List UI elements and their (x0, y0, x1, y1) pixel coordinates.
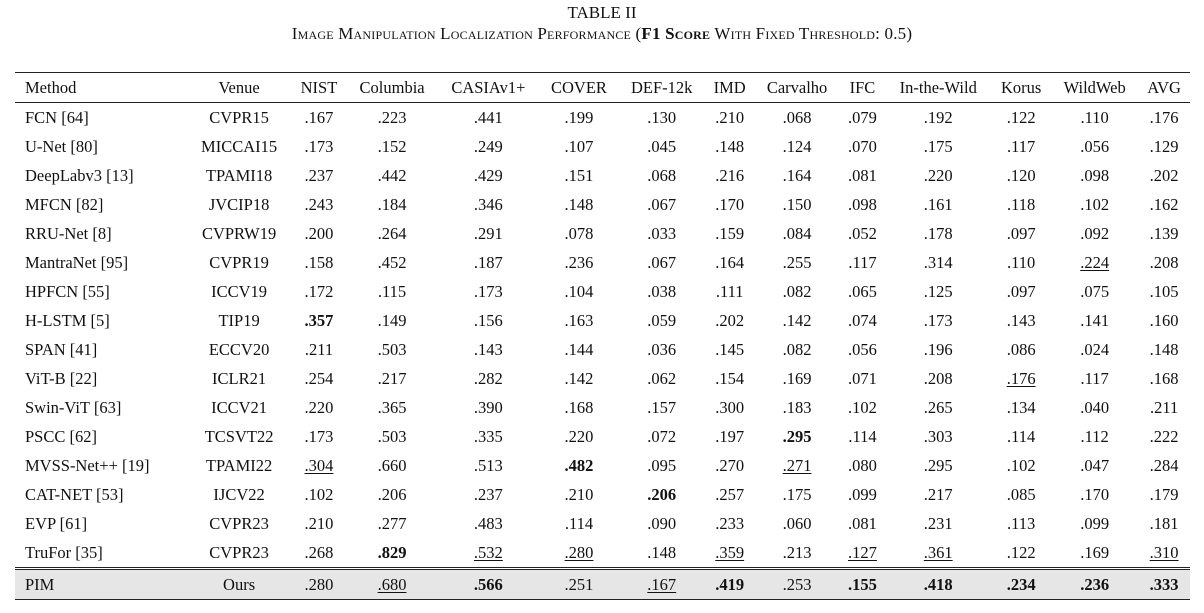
method-cell: MVSS-Net++ [19] (25, 455, 150, 475)
venue-cell: IJCV22 (213, 484, 265, 504)
value-cell: .122 (1006, 542, 1036, 562)
value-cell: .206 (647, 484, 677, 504)
value-cell: .102 (1080, 194, 1110, 214)
value-cell: .231 (923, 513, 953, 533)
value-cell: .113 (1007, 513, 1036, 533)
value-cell: .036 (647, 339, 677, 359)
value-cell: .114 (564, 513, 594, 533)
column-header: IMD (713, 77, 746, 97)
venue-cell: TPAMI18 (205, 165, 273, 185)
value-cell: .130 (647, 107, 677, 127)
value-cell: .148 (564, 194, 594, 214)
method-cell: PIM (25, 574, 55, 594)
value-cell: .068 (647, 165, 677, 185)
column-header: CASIAv1+ (451, 77, 526, 97)
venue-cell: JVCIP18 (208, 194, 270, 214)
value-cell: .277 (377, 513, 407, 533)
value-cell: .102 (304, 484, 334, 504)
column-header: IFC (849, 77, 876, 97)
value-cell: .483 (473, 513, 503, 533)
value-cell: .052 (848, 223, 877, 243)
value-cell: .104 (564, 281, 594, 301)
value-cell: .115 (377, 281, 407, 301)
value-cell: .160 (1149, 310, 1179, 330)
value-cell: .390 (473, 397, 503, 417)
value-cell: .065 (848, 281, 877, 301)
value-cell: .129 (1149, 136, 1179, 156)
value-cell: .082 (782, 339, 812, 359)
value-cell: .107 (564, 136, 594, 156)
value-cell: .142 (782, 310, 812, 330)
value-cell: .145 (715, 339, 745, 359)
value-cell: .098 (1080, 165, 1110, 185)
value-cell: .124 (782, 136, 812, 156)
value-cell: .056 (848, 339, 877, 359)
value-cell: .175 (923, 136, 953, 156)
value-cell: .220 (304, 397, 334, 417)
value-cell: .532 (473, 542, 503, 562)
value-cell: .164 (782, 165, 812, 185)
value-cell: .192 (923, 107, 953, 127)
value-cell: .202 (715, 310, 745, 330)
value-cell: .217 (923, 484, 953, 504)
venue-cell: CVPR23 (209, 542, 269, 562)
value-cell: .310 (1149, 542, 1179, 562)
value-cell: .059 (647, 310, 677, 330)
value-cell: .216 (715, 165, 745, 185)
value-cell: .074 (848, 310, 877, 330)
value-cell: .169 (782, 368, 812, 388)
value-cell: .173 (473, 281, 503, 301)
value-cell: .173 (304, 136, 334, 156)
method-cell: HPFCN [55] (25, 281, 110, 301)
value-cell: .196 (923, 339, 953, 359)
method-cell: CAT-NET [53] (25, 484, 124, 504)
value-cell: .206 (377, 484, 407, 504)
value-cell: .503 (377, 339, 407, 359)
value-cell: .429 (473, 165, 503, 185)
value-cell: .084 (782, 223, 812, 243)
value-cell: .168 (1149, 368, 1179, 388)
value-cell: .270 (715, 455, 745, 475)
value-cell: .060 (782, 513, 812, 533)
venue-cell: CVPR23 (209, 513, 269, 533)
method-cell: RRU-Net [8] (25, 223, 112, 243)
value-cell: .179 (1149, 484, 1179, 504)
value-cell: .175 (782, 484, 812, 504)
value-cell: .303 (923, 426, 953, 446)
value-cell: .102 (1006, 455, 1036, 475)
value-cell: .255 (782, 252, 812, 272)
value-cell: .249 (473, 136, 503, 156)
value-cell: .038 (647, 281, 677, 301)
value-cell: .187 (473, 252, 503, 272)
value-cell: .168 (564, 397, 594, 417)
value-cell: .149 (377, 310, 407, 330)
value-cell: .829 (377, 542, 407, 562)
venue-cell: TIP19 (218, 310, 260, 330)
value-cell: .033 (647, 223, 677, 243)
column-header: NIST (300, 77, 338, 97)
method-cell: H-LSTM [5] (25, 310, 110, 330)
value-cell: .284 (1149, 455, 1179, 475)
value-cell: .482 (564, 455, 594, 475)
venue-cell: ICCV19 (211, 281, 268, 301)
value-cell: .163 (564, 310, 594, 330)
value-cell: .102 (848, 397, 877, 417)
value-cell: .210 (304, 513, 334, 533)
method-cell: FCN [64] (25, 107, 89, 127)
value-cell: .233 (715, 513, 745, 533)
table-row (15, 364, 1190, 393)
value-cell: .243 (304, 194, 334, 214)
method-cell: DeepLabv3 [13] (25, 165, 134, 185)
value-cell: .236 (1080, 574, 1110, 594)
value-cell: .070 (848, 136, 877, 156)
value-cell: .346 (473, 194, 503, 214)
value-cell: .208 (923, 368, 953, 388)
value-cell: .217 (377, 368, 407, 388)
value-cell: .197 (715, 426, 745, 446)
value-cell: .158 (304, 252, 334, 272)
value-cell: .159 (715, 223, 745, 243)
column-header: Method (25, 77, 77, 97)
value-cell: .062 (647, 368, 677, 388)
value-cell: .118 (1007, 194, 1036, 214)
venue-cell: MICCAI15 (201, 136, 278, 156)
method-cell: MantraNet [95] (25, 252, 129, 272)
value-cell: .176 (1149, 107, 1179, 127)
table-label: TABLE II (567, 3, 637, 22)
value-cell: .513 (473, 455, 503, 475)
value-cell: .162 (1149, 194, 1179, 214)
title-part-1: Image Manipulation Localization Performance ( (291, 24, 642, 43)
value-cell: .095 (647, 455, 677, 475)
value-cell: .164 (715, 252, 745, 272)
value-cell: .072 (647, 426, 677, 446)
value-cell: .120 (1006, 165, 1036, 185)
value-cell: .144 (564, 339, 594, 359)
table-header (15, 73, 1190, 103)
value-cell: .067 (647, 194, 677, 214)
method-cell: MFCN [82] (25, 194, 104, 214)
value-cell: .071 (848, 368, 877, 388)
table-row (15, 335, 1190, 364)
value-cell: .210 (715, 107, 745, 127)
value-cell: .151 (564, 165, 594, 185)
value-cell: .365 (377, 397, 407, 417)
value-cell: .173 (923, 310, 953, 330)
value-cell: .178 (923, 223, 953, 243)
value-cell: .157 (647, 397, 677, 417)
table-row (15, 161, 1190, 190)
value-cell: .086 (1006, 339, 1036, 359)
table-row (15, 132, 1190, 161)
value-cell: .081 (848, 165, 877, 185)
value-cell: .114 (1007, 426, 1036, 446)
value-cell: .056 (1080, 136, 1110, 156)
table-title (0, 23, 1204, 45)
venue-cell: CVPRW19 (201, 223, 277, 243)
value-cell: .213 (782, 542, 812, 562)
table-row-ours (15, 569, 1190, 600)
value-cell: .223 (377, 107, 407, 127)
value-cell: .047 (1080, 455, 1110, 475)
value-cell: .173 (304, 426, 334, 446)
value-cell: .112 (1080, 426, 1109, 446)
value-cell: .142 (564, 368, 594, 388)
value-cell: .150 (782, 194, 812, 214)
column-header: AVG (1147, 77, 1181, 97)
value-cell: .660 (377, 455, 407, 475)
value-cell: .143 (1006, 310, 1036, 330)
value-cell: .139 (1149, 223, 1179, 243)
value-cell: .125 (923, 281, 953, 301)
value-cell: .105 (1149, 281, 1179, 301)
value-cell: .080 (848, 455, 877, 475)
value-cell: .418 (923, 574, 953, 594)
value-cell: .264 (377, 223, 407, 243)
value-cell: .199 (564, 107, 594, 127)
table-row (15, 219, 1190, 248)
table-row (15, 422, 1190, 451)
column-header: In-the-Wild (899, 77, 977, 97)
value-cell: .333 (1149, 574, 1179, 594)
value-cell: .075 (1080, 281, 1110, 301)
value-cell: .220 (564, 426, 594, 446)
value-cell: .254 (304, 368, 334, 388)
value-cell: .097 (1006, 223, 1036, 243)
value-cell: .222 (1149, 426, 1179, 446)
value-cell: .295 (923, 455, 953, 475)
value-cell: .503 (377, 426, 407, 446)
value-cell: .234 (1006, 574, 1036, 594)
table-row (15, 277, 1190, 306)
value-cell: .361 (923, 542, 953, 562)
value-cell: .419 (715, 574, 745, 594)
method-cell: U-Net [80] (25, 136, 98, 156)
value-cell: .127 (848, 542, 877, 562)
venue-cell: ICLR21 (212, 368, 267, 388)
value-cell: .442 (377, 165, 407, 185)
value-cell: .110 (1080, 107, 1109, 127)
value-cell: .110 (1007, 252, 1036, 272)
value-cell: .295 (782, 426, 812, 446)
value-cell: .097 (1006, 281, 1036, 301)
column-header: Columbia (359, 77, 425, 97)
value-cell: .152 (377, 136, 407, 156)
table-row (15, 190, 1190, 219)
value-cell: .314 (923, 252, 953, 272)
value-cell: .257 (715, 484, 745, 504)
value-cell: .236 (564, 252, 594, 272)
value-cell: .156 (473, 310, 503, 330)
venue-cell: TPAMI22 (205, 455, 273, 475)
header-row (15, 73, 1190, 103)
title-part-2: With Fixed Threshold: 0.5) (710, 24, 913, 43)
value-cell: .143 (473, 339, 503, 359)
value-cell: .291 (473, 223, 503, 243)
method-cell: EVP [61] (25, 513, 88, 533)
value-cell: .122 (1006, 107, 1036, 127)
value-cell: .304 (304, 455, 334, 475)
value-cell: .265 (923, 397, 953, 417)
value-cell: .211 (304, 339, 334, 359)
value-cell: .335 (473, 426, 503, 446)
value-cell: .161 (923, 194, 953, 214)
results-table (15, 72, 1190, 600)
venue-cell: ICCV21 (211, 397, 268, 417)
method-cell: SPAN [41] (25, 339, 98, 359)
method-cell: PSCC [62] (25, 426, 97, 446)
column-header: Carvalho (766, 77, 828, 97)
value-cell: .566 (473, 574, 503, 594)
value-cell: .068 (782, 107, 812, 127)
table-row (15, 538, 1190, 569)
value-cell: .452 (377, 252, 407, 272)
venue-cell: CVPR19 (209, 252, 269, 272)
value-cell: .040 (1080, 397, 1110, 417)
value-cell: .079 (848, 107, 877, 127)
method-cell: TruFor [35] (25, 542, 103, 562)
table-row (15, 248, 1190, 277)
value-cell: .282 (473, 368, 503, 388)
value-cell: .237 (473, 484, 503, 504)
value-cell: .211 (1149, 397, 1179, 417)
value-cell: .167 (647, 574, 677, 594)
value-cell: .085 (1006, 484, 1036, 504)
value-cell: .082 (782, 281, 812, 301)
value-cell: .092 (1080, 223, 1110, 243)
value-cell: .357 (304, 310, 334, 330)
value-cell: .176 (1006, 368, 1036, 388)
value-cell: .081 (848, 513, 877, 533)
column-header: WildWeb (1063, 77, 1126, 97)
value-cell: .268 (304, 542, 334, 562)
value-cell: .170 (715, 194, 745, 214)
value-cell: .117 (848, 252, 877, 272)
venue-cell: ECCV20 (208, 339, 270, 359)
value-cell: .111 (715, 281, 744, 301)
value-cell: .141 (1080, 310, 1110, 330)
value-cell: .183 (782, 397, 812, 417)
column-header: Korus (1000, 77, 1042, 97)
column-header: DEF-12k (631, 77, 693, 97)
value-cell: .271 (782, 455, 812, 475)
table-row (15, 393, 1190, 422)
table-row (15, 451, 1190, 480)
value-cell: .099 (1080, 513, 1110, 533)
value-cell: .441 (473, 107, 503, 127)
venue-cell: TCSVT22 (204, 426, 274, 446)
value-cell: .045 (647, 136, 677, 156)
value-cell: .169 (1080, 542, 1110, 562)
value-cell: .134 (1006, 397, 1036, 417)
value-cell: .117 (1080, 368, 1109, 388)
value-cell: .210 (564, 484, 594, 504)
table-row (15, 306, 1190, 335)
value-cell: .359 (715, 542, 745, 562)
value-cell: .154 (715, 368, 745, 388)
value-cell: .224 (1080, 252, 1110, 272)
value-cell: .148 (1149, 339, 1179, 359)
title-metric: F1 Score (641, 24, 711, 43)
value-cell: .220 (923, 165, 953, 185)
column-header: Venue (218, 77, 260, 97)
value-cell: .181 (1149, 513, 1179, 533)
method-cell: Swin-ViT [63] (25, 397, 122, 417)
table-caption (0, 3, 1204, 45)
table-row (15, 480, 1190, 509)
table-row (15, 509, 1190, 538)
venue-cell: Ours (223, 574, 256, 594)
value-cell: .170 (1080, 484, 1110, 504)
value-cell: .114 (848, 426, 877, 446)
value-cell: .208 (1149, 252, 1179, 272)
value-cell: .155 (848, 574, 877, 594)
value-cell: .237 (304, 165, 334, 185)
value-cell: .090 (647, 513, 677, 533)
value-cell: .200 (304, 223, 334, 243)
column-header: COVER (551, 77, 607, 97)
venue-cell: CVPR15 (209, 107, 269, 127)
value-cell: .680 (377, 574, 407, 594)
value-cell: .148 (647, 542, 677, 562)
value-cell: .253 (782, 574, 812, 594)
value-cell: .148 (715, 136, 745, 156)
value-cell: .099 (848, 484, 877, 504)
method-cell: ViT-B [22] (25, 368, 98, 388)
value-cell: .167 (304, 107, 334, 127)
value-cell: .172 (304, 281, 334, 301)
value-cell: .024 (1080, 339, 1110, 359)
value-cell: .251 (564, 574, 594, 594)
value-cell: .067 (647, 252, 677, 272)
value-cell: .184 (377, 194, 407, 214)
value-cell: .117 (1007, 136, 1036, 156)
value-cell: .300 (715, 397, 745, 417)
value-cell: .098 (848, 194, 877, 214)
value-cell: .078 (564, 223, 594, 243)
table-row (15, 103, 1190, 133)
table-body (15, 103, 1190, 600)
value-cell: .280 (304, 574, 334, 594)
value-cell: .202 (1149, 165, 1179, 185)
value-cell: .280 (564, 542, 594, 562)
